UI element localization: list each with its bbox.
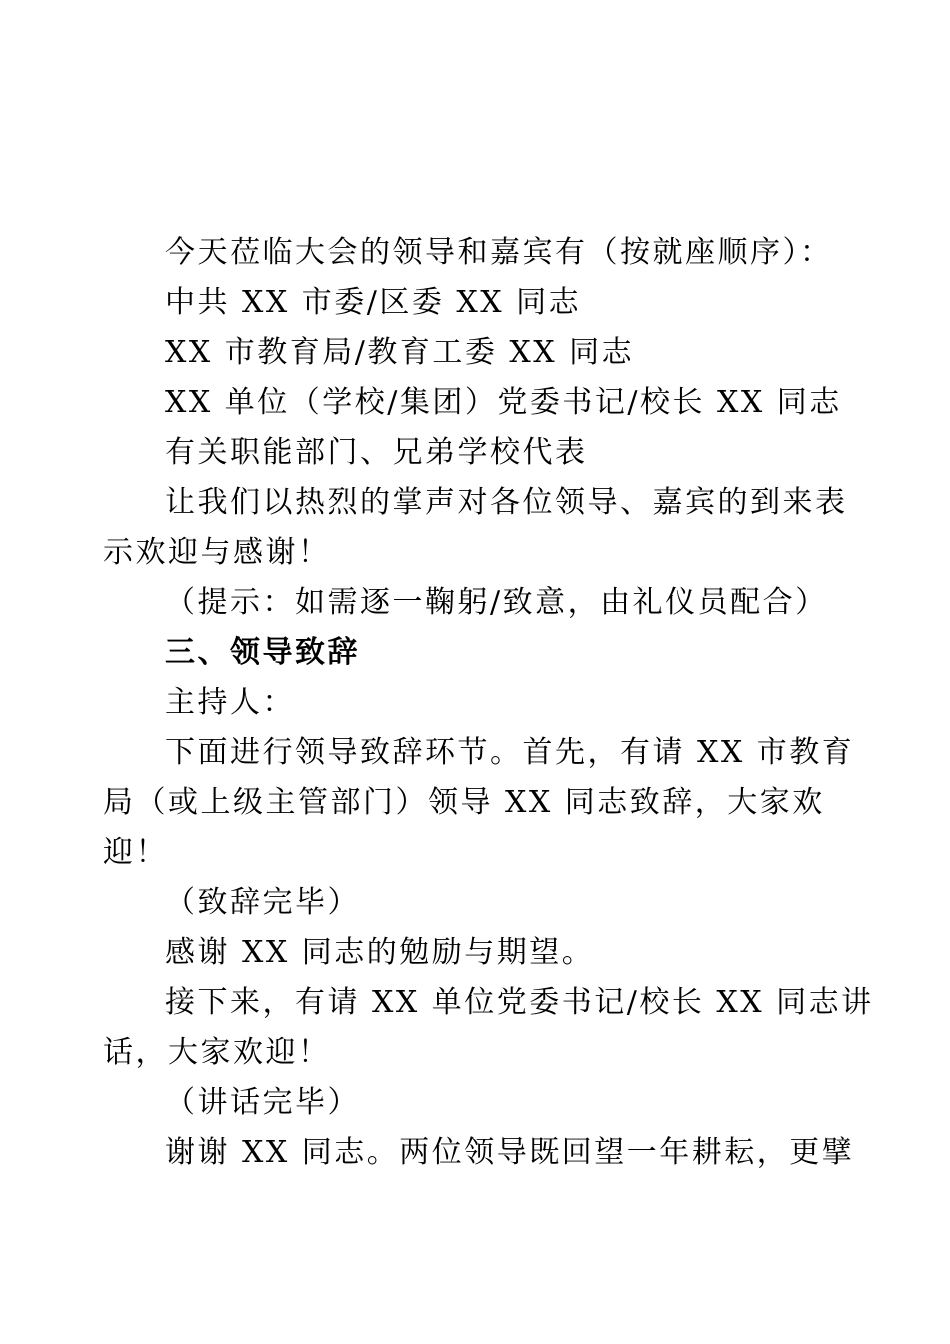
section-heading-leader-speech: 三、领导致辞 bbox=[165, 635, 360, 670]
paragraph-speech-intro-continued-1: 局（或上级主管部门）领导 XX 同志致辞，大家欢 bbox=[103, 785, 825, 820]
paragraph-applause: 让我们以热烈的掌声对各位领导、嘉宾的到来表 bbox=[165, 485, 848, 520]
speaker-label-host: 主持人： bbox=[165, 685, 295, 720]
paragraph-applause-continued: 示欢迎与感谢！ bbox=[103, 535, 331, 570]
guest-line-party-committee: 中共 XX 市委/区委 XX 同志 bbox=[165, 285, 582, 320]
document-body bbox=[103, 228, 874, 1178]
guest-line-unit-secretary: XX 单位（学校/集团）党委书记/校长 XX 同志 bbox=[165, 385, 842, 420]
note-talk-finished: （讲话完毕） bbox=[165, 1085, 360, 1120]
paragraph-next-speaker: 接下来，有请 XX 单位党委书记/校长 XX 同志讲 bbox=[165, 985, 874, 1020]
paragraph-speech-intro-continued-2: 迎！ bbox=[103, 835, 168, 870]
note-speech-finished: （致辞完毕） bbox=[165, 885, 360, 920]
paragraph-next-speaker-continued: 话，大家欢迎！ bbox=[103, 1035, 331, 1070]
note-etiquette: （提示：如需逐一鞠躬/致意，由礼仪员配合） bbox=[165, 585, 828, 620]
guest-line-education-bureau: XX 市教育局/教育工委 XX 同志 bbox=[165, 335, 635, 370]
paragraph-speech-intro: 下面进行领导致辞环节。首先，有请 XX 市教育 bbox=[165, 735, 855, 770]
guest-line-departments: 有关职能部门、兄弟学校代表 bbox=[165, 435, 588, 470]
paragraph-guests-intro: 今天莅临大会的领导和嘉宾有（按就座顺序）： bbox=[165, 235, 833, 270]
paragraph-thanks: 感谢 XX 同志的勉励与期望。 bbox=[165, 935, 595, 970]
paragraph-closing-thanks: 谢谢 XX 同志。两位领导既回望一年耕耘，更擘 bbox=[165, 1135, 855, 1170]
